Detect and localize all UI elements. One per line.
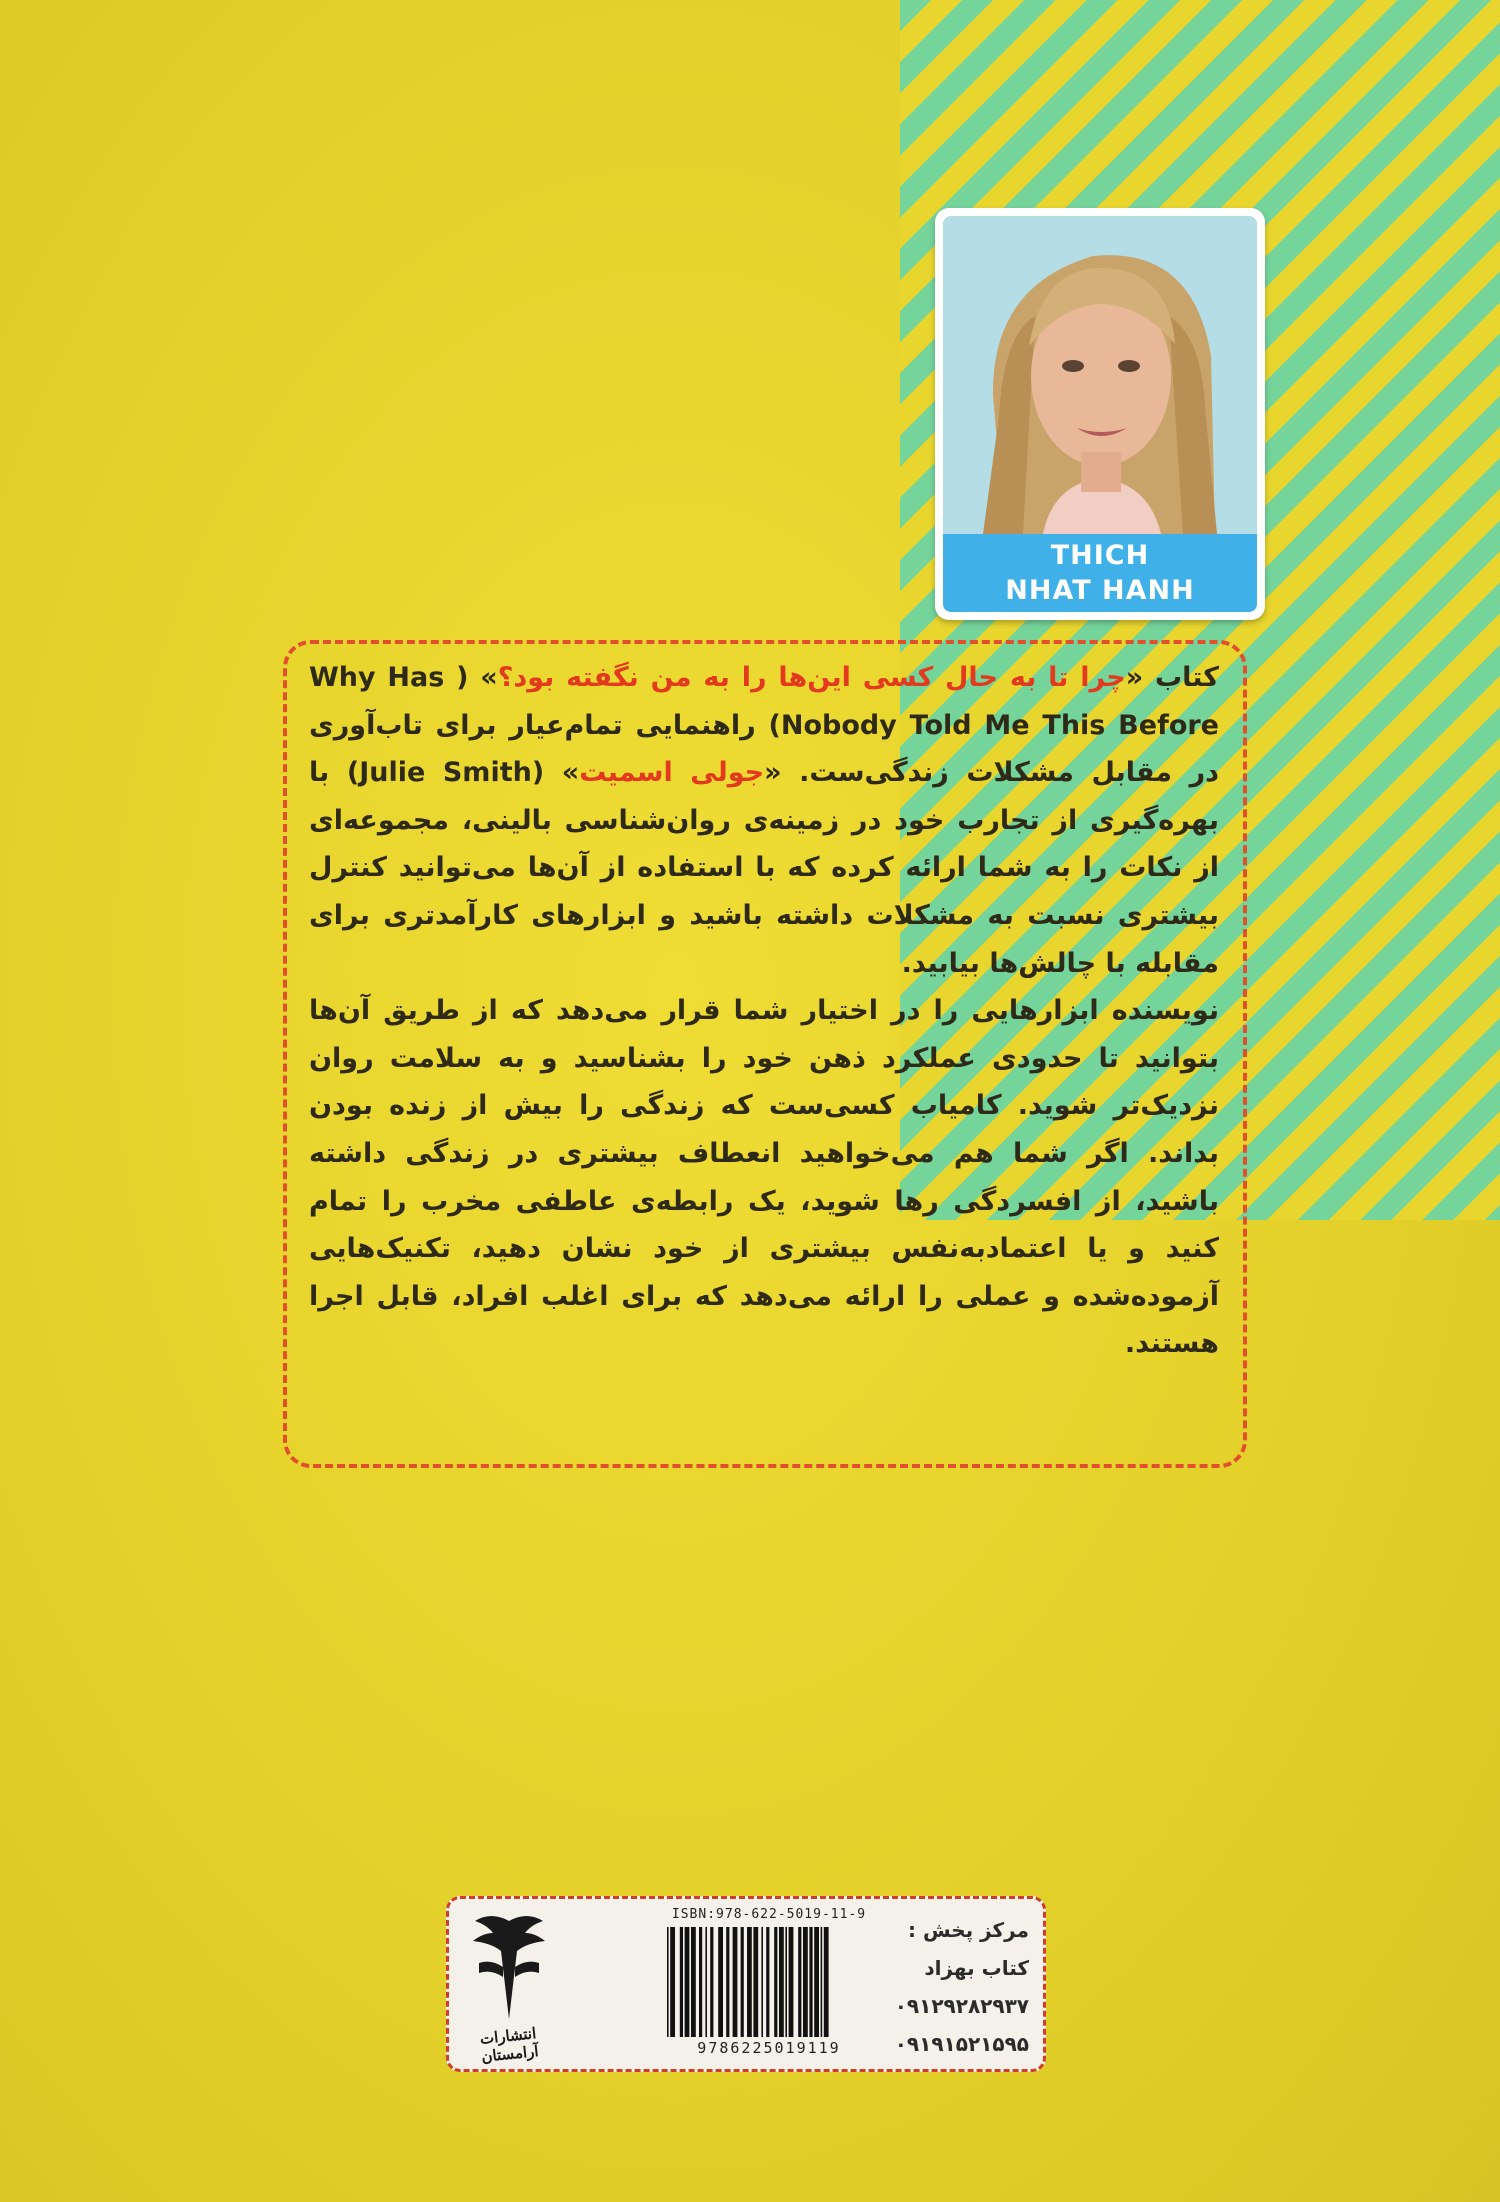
description-text: کتاب « <box>1125 662 1219 693</box>
description-text: » (Julie Smith) با بهره‌گیری از تجارب خود در زمینه‌ی روان‌شناسی بالینی، مجموعه‌ای از نکات را به شما ارائه کرده که با استفاده از آن‌ها می‌توانید کنترل بیشتری نسبت به مشکلات داشته باشید و ابزارهای کارآمدتری برای مقابله با چالش‌ها بیابید. <box>309 757 1219 979</box>
barcode-bar <box>785 1927 787 2037</box>
distribution-name: کتاب بهزاد <box>924 1956 1029 1980</box>
barcode-bar <box>691 1927 696 2037</box>
barcode-bar <box>809 1927 812 2037</box>
distribution-phone-1: ۰۹۱۲۹۲۸۲۹۳۷ <box>894 1994 1029 2018</box>
author-name-line2: NHAT HANH <box>1005 575 1195 606</box>
distribution-label: مرکز پخش : <box>907 1918 1029 1942</box>
barcode-bar <box>670 1927 675 2037</box>
barcode-bar <box>667 1927 669 2037</box>
author-name-line1: THICH <box>1050 540 1150 571</box>
barcode-bar <box>726 1927 729 2037</box>
barcode-bar <box>699 1927 702 2037</box>
distribution-contact <box>829 1911 1029 2063</box>
barcode-bar <box>779 1927 784 2037</box>
barcode-bar <box>766 1927 769 2037</box>
publisher-logo <box>461 1911 557 2066</box>
publisher-emblem-icon <box>461 1911 557 2023</box>
barcode-bar <box>680 1927 683 2037</box>
barcode-bar <box>803 1927 808 2037</box>
barcode-bar <box>710 1927 713 2037</box>
barcode-bar <box>798 1927 801 2037</box>
barcode-bar <box>747 1927 752 2037</box>
barcode-bar <box>733 1927 738 2037</box>
author-name-highlight: جولی اسمیت <box>579 757 765 789</box>
distribution-phone-2: ۰۹۱۹۱۵۲۱۵۹۵ <box>894 2032 1029 2056</box>
barcode-bar <box>761 1927 763 2037</box>
publication-info-box <box>446 1896 1046 2072</box>
book-title-highlight: چرا تا به حال کسی این‌ها را به من نگفته بود؟ <box>497 662 1126 693</box>
description-paragraph-2: نویسنده ابزارهایی را در اختیار شما قرار می‌دهد که از طریق آن‌ها بتوانید تا حدودی عملکرد ذهن خود را بشناسید و به سلامت روان نزدیک‌تر شوید. کامیاب کسی‌ست که زندگی را بیش از زنده بودن بداند. اگر شما هم می‌خواهید انعطاف بیشتری در زندگی داشته باشید، از افسردگی رها شوید، یک رابطه‌ی عاطفی مخرب را تمام کنید و یا اعتمادبه‌نفس بیشتری از خود نشان دهید، تکنیک‌هایی آزموده‌شده و عملی را ارائه می‌دهد که برای اغلب افراد، قابل اجرا هستند. <box>309 995 1219 1360</box>
portrait-image <box>943 216 1257 534</box>
barcode-bar <box>789 1927 794 2037</box>
barcode-bar <box>824 1927 829 2037</box>
barcode-bar <box>741 1927 744 2037</box>
barcode-digits: 9786225019119 <box>697 2039 841 2057</box>
description-paragraph-1 <box>309 654 1219 987</box>
barcode-bar <box>814 1927 819 2037</box>
barcode-bar <box>705 1927 707 2037</box>
barcode-bar <box>718 1927 723 2037</box>
barcode-bar <box>685 1927 690 2037</box>
book-description-box <box>283 640 1247 1468</box>
barcode-bar <box>774 1927 777 2037</box>
author-name-label <box>943 534 1257 612</box>
barcode-bar <box>821 1927 823 2037</box>
description-text: » ( Why Has Nobody Told Me This Before) راهنمایی تمام‌عیار برای تاب‌آوری در مقابل مشکلات زندگی‌ست. « <box>309 662 1219 789</box>
barcode-bar <box>753 1927 758 2037</box>
author-photo <box>943 216 1257 534</box>
isbn-number: ISBN:978-622-5019-11-9 <box>671 1907 867 1922</box>
author-photo-card <box>935 208 1265 620</box>
publisher-name: انتشارات آرامستان <box>479 2024 540 2066</box>
